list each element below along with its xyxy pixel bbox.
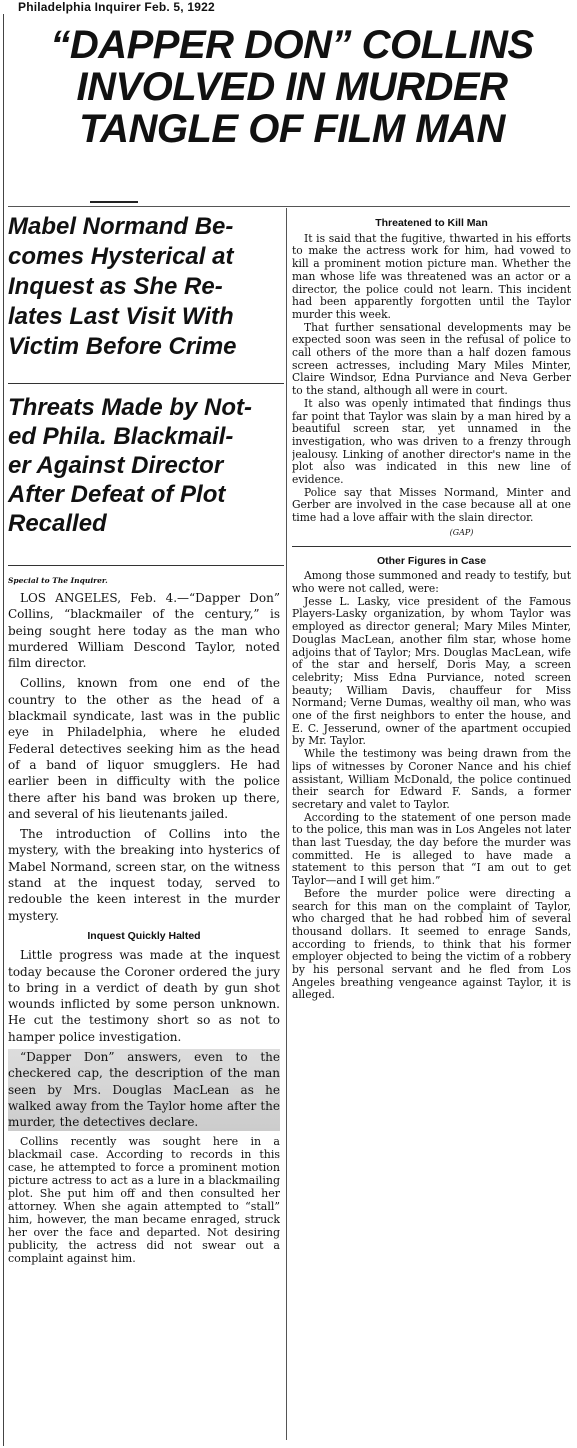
article-paragraph: According to the statement of one person made to the police, this man was in Los Angeles not later than last Tuesday, the day before the murder was committed. He is alleged to have made a statement to this person that “I am out to get Taylor—and I will get him.” [292,810,571,888]
deck-2 [8,393,282,538]
article-paragraph: Police say that Misses Normand, Minter and Gerber are involved in the case because all at one time had a love affair with the slain director. [292,485,571,525]
article-paragraph: That further sensational developments may be expected soon was seen in the refusal of police to call others of the more than a half dozen famous screen actresses, including Mary Miles Minter, Claire Windsor, Edna Purviance and Neva Gerber to the stand, although all were in court. [292,320,571,398]
left-column [8,590,280,1440]
article-paragraph: The introduction of Collins into the mystery, with the breaking into hysterics of Mabel Normand, screen star, on the witness stand at the inquest today, served to redouble the keen interest in the murder mystery. [8,827,280,923]
deck-2-line: er Against Director [8,452,224,479]
subhead-inquest: Inquest Quickly Halted [87,929,201,942]
right-column [292,213,571,1213]
headline-rule [8,206,570,207]
headline-line-3: TANGLE OF FILM MAN [79,107,505,151]
article-paragraph: Collins recently was sought here in a blackmail case. According to records in this case, he attempted to force a prominent motion picture actress to act as a lure in a blackmailing plot. She put him off and then consulted her attorney. When she again attempted to “stall” him, however, the man became enraged, struck her over the face and departed. Not desiring publicity, the actress did not swear out a complaint against him. [8,1134,280,1265]
handwritten-gap-note: (GAP) [449,527,474,537]
source-caption: Philadelphia Inquirer Feb. 5, 1922 [18,0,215,14]
column-divider [286,208,287,1440]
subhead-threatened: Threatened to Kill Man [375,217,488,229]
article-paragraph: Little progress was made at the inquest today because the Coroner ordered the jury to bring in a verdict of death by gun shot wounds inflicted by some person unknown. He cut the testimony short so as not to hamper police investigation. [8,948,280,1044]
deck-2-line: Threats Made by Not- [8,394,253,421]
headline-line-1: “DAPPER DON” COLLINS [50,23,534,67]
article-paragraph: Among those summoned and ready to testify, but who were not called, were: [292,569,571,595]
deck-2-line: ed Phila. Blackmail- [8,423,234,450]
deck-1-line: Victim Before Crime [8,333,237,360]
article-paragraph: While the testimony was being drawn from the lips of witnesses by Coroner Nance and his chief assistant, William McDonald, the police continued their search for Edward F. Sands, a former secretary and valet to Taylor. [292,747,571,811]
headline [8,24,576,150]
deck-rule-1 [8,383,284,384]
article-paragraph: Before the murder police were directing a search for this man on the complaint of Taylor, who charged that he had robbed him of several thousand dollars. It seemed to enrage Sands, according to friends, to think that his former employer objected to being the victim of a robbery by his personal servant and he fled from Los Angeles breathing vengeance against Taylor, it is alleged. [292,886,571,1002]
article-paragraph: It is said that the fugitive, thwarted in his efforts to make the actress work for him, had vowed to kill a prominent motion picture man. Whether the man whose life was threatened was an actor or a director, the police could not learn. This incident had been apparently forgotten until the Taylor murder this week. [292,231,571,321]
article-paragraph: LOS ANGELES, Feb. 4.—“Dapper Don” Collins, “blackmailer of the century,” is being sought here today as the man who murdered William Descond Taylor, noted film director. [8,591,280,671]
article-paragraph: It also was openly intimated that findings thus far point that Taylor was slain by a man hired by a beautiful screen star, yet unnamed in the investigation, who was driven to a frenzy through jealousy. Linking of another director's name in the plot also was indicated in this new line of evidence. [292,396,571,487]
deck-1-line: comes Hysterical at [8,243,234,270]
deck-1-line: Inquest as She Re- [8,273,223,300]
section-rule [292,546,571,547]
deck-1-line: lates Last Visit With [8,303,234,330]
deck-2-line: After Defeat of Plot [8,481,226,508]
deck-rule-2 [8,565,284,566]
article-paragraph: “Dapper Don” answers, even to the checkered cap, the description of the man seen by Mrs. Douglas MacLean as he walked away from the Taylor home after the murder, the detectives declare. [8,1050,280,1130]
headline-line-2: INVOLVED IN MURDER [76,65,508,109]
dateline-credit: Special to The Inquirer. [8,576,108,585]
subhead-other-figures: Other Figures in Case [376,554,487,567]
article-paragraph: Jesse L. Lasky, vice president of the Famous Players-Lasky organization, by whom Taylor was employed as director general; Mary Miles Minter, Douglas MacLean, another film star, whose home adjoins that of Taylor; Mrs. Douglas MacLean, wife of the star and herself, Doris May, a screen celebrity; Miss Edna Purviance, noted screen beauty; William Davis, chauffeur for Miss Normand; Verne Dumas, wealthy oil man, who was one of the first neighbors to enter the house, and E. C. Jesserund, owner of the apartment occupied by Mr. Taylor. [292,594,571,748]
short-dash-rule [90,201,138,203]
deck-1-line: Mabel Normand Be- [8,213,234,240]
article-paragraph: Collins, known from one end of the country to the other as the head of a blackmail syndicate, last was in the public eye in Philadelphia, where he eluded Federal detectives seeking him as the head of a band of liquor smugglers. He had earlier been in difficulty with the police there after his band was broken up there, and several of his lieutenants jailed. [8,676,280,821]
deck-1 [8,212,282,362]
deck-2-line: Recalled [8,510,107,537]
